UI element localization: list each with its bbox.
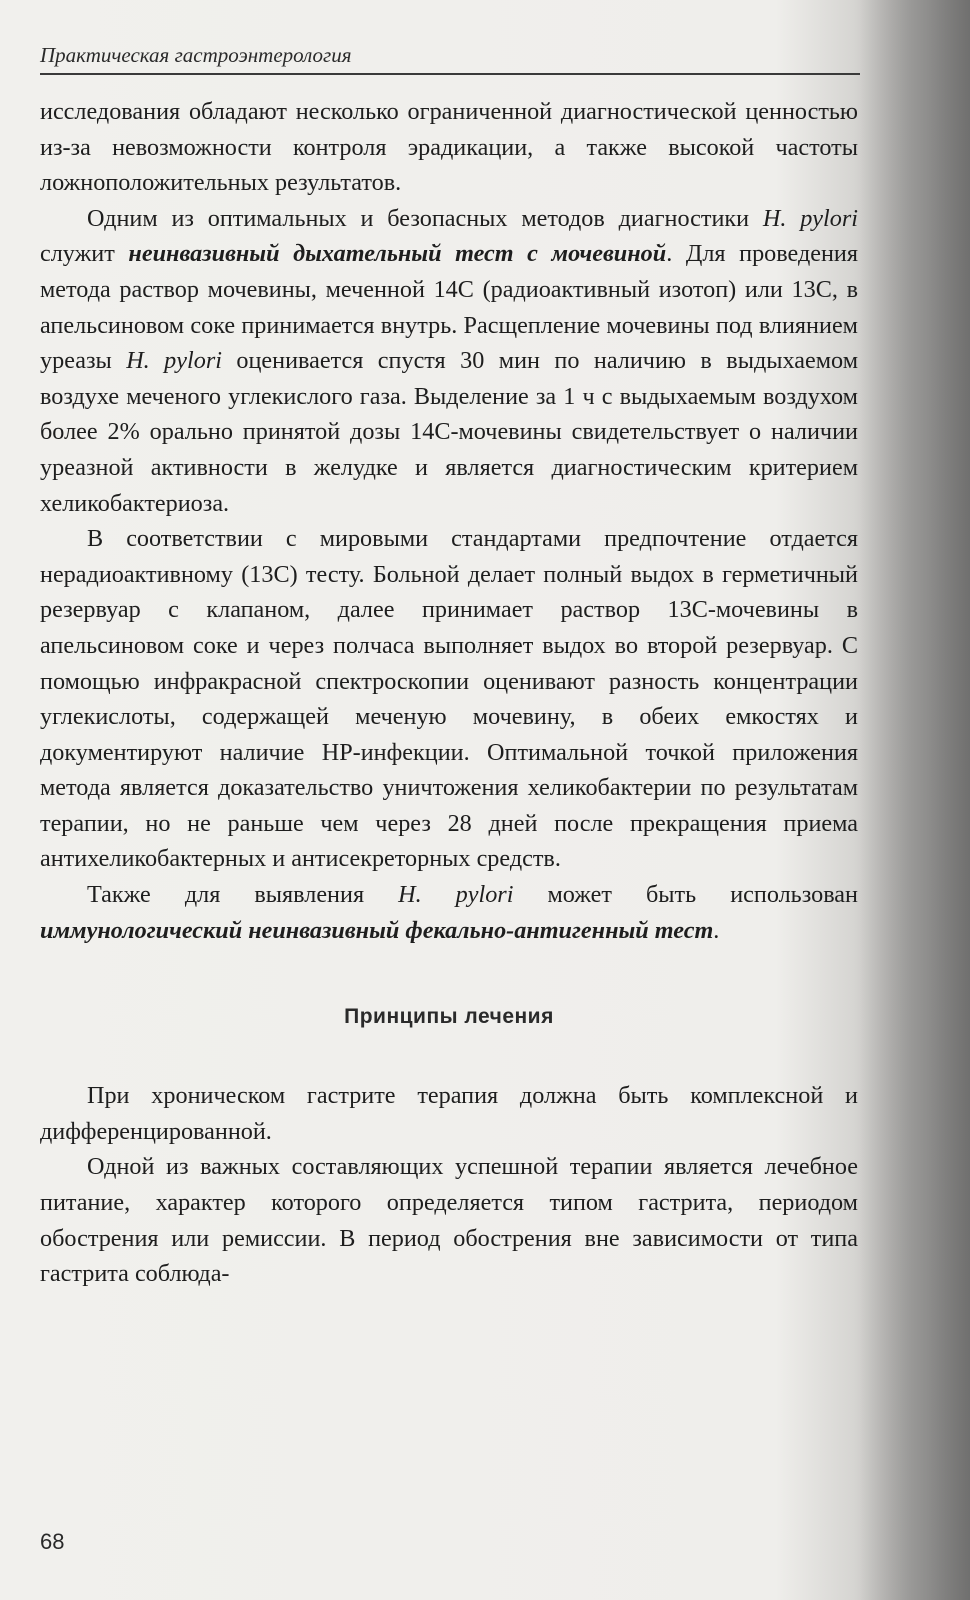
text-run: исследования обладают несколько ограниченной диагностической ценностью из-за невозможности контроля эрадикации, а также высокой частоты ложноположительных результатов.	[40, 98, 858, 197]
page-gutter-shadow	[860, 0, 970, 1600]
text-run: В соответствии с мировыми стандартами предпочтение отдается нерадиоактивному (13С) тесту. Больной делает полный выдох в герметичный резервуар с клапаном, далее принимает раствор 13С-мочевины в апельсиновом соке и через полчаса выполняет выдох во второй резервуар. С помощью инфракрасной спектроскопии оценивают разность концентрации углекислоты, содержащей меченую мочевину, в обеих емкостях и документируют наличие НР-инфекции. Оптимальной точкой приложения метода является доказательство уничтожения хеликобактерии по результатам терапии, но не раньше чем через 28 дней после прекращения приема антихеликобактерных и антисекреторных средств.	[40, 525, 858, 873]
text-run: Одной из важных составляющих успешной терапии является лечебное питание, характер которого определяется типом гастрита, периодом обострения или ремиссии. В период обострения вне зависимости от типа гастрита соблюда-	[40, 1153, 858, 1288]
header-rule	[40, 73, 860, 75]
italic-term: H. pylori	[398, 881, 514, 909]
paragraph	[40, 1149, 858, 1291]
text-run: служит	[40, 240, 129, 268]
paragraph	[40, 521, 858, 877]
text-run: .	[713, 916, 720, 944]
paragraph	[40, 877, 858, 948]
page-number: 68	[40, 1529, 65, 1554]
running-head: Практическая гастроэнтерология	[40, 43, 352, 67]
paragraph	[40, 1078, 858, 1149]
italic-term: H. pylori	[762, 204, 858, 232]
text-run: оценивается спустя 30 мин по наличию в выдыхаемом воздухе меченого углекислого газа. Выделение за 1 ч с выдыхаемым воздухом более 2% орально принятой дозы 14С-мочевины свидетельствует о наличии уреазной активности в желудке и является диагностическим критерием хеликобактериоза.	[40, 347, 858, 517]
text-run: может быть использован	[513, 881, 858, 909]
text-run: Одним из оптимальных и безопасных методов диагностики	[87, 204, 763, 232]
paragraph	[40, 94, 858, 201]
body-text	[40, 94, 858, 1292]
text-run: . Для проведения метода раствор мочевины, меченной 14С (радиоактивный изотоп) или 13С, в апельсиновом соке принимается внутрь. Расщепление мочевины под влиянием уреазы	[40, 240, 859, 375]
paragraph	[40, 201, 858, 521]
emphasized-term: неинвазивный дыхательный тест с мочевиной	[128, 240, 667, 268]
text-run: При хроническом гастрите терапия должна быть комплексной и дифференцированной.	[40, 1082, 858, 1145]
text-run: Также для выявления	[87, 881, 399, 909]
emphasized-term: иммунологический неинвазивный фекально-антигенный тест	[40, 916, 714, 944]
section-heading: Принципы лечения	[344, 1005, 554, 1029]
italic-term: H. pylori	[126, 347, 222, 375]
